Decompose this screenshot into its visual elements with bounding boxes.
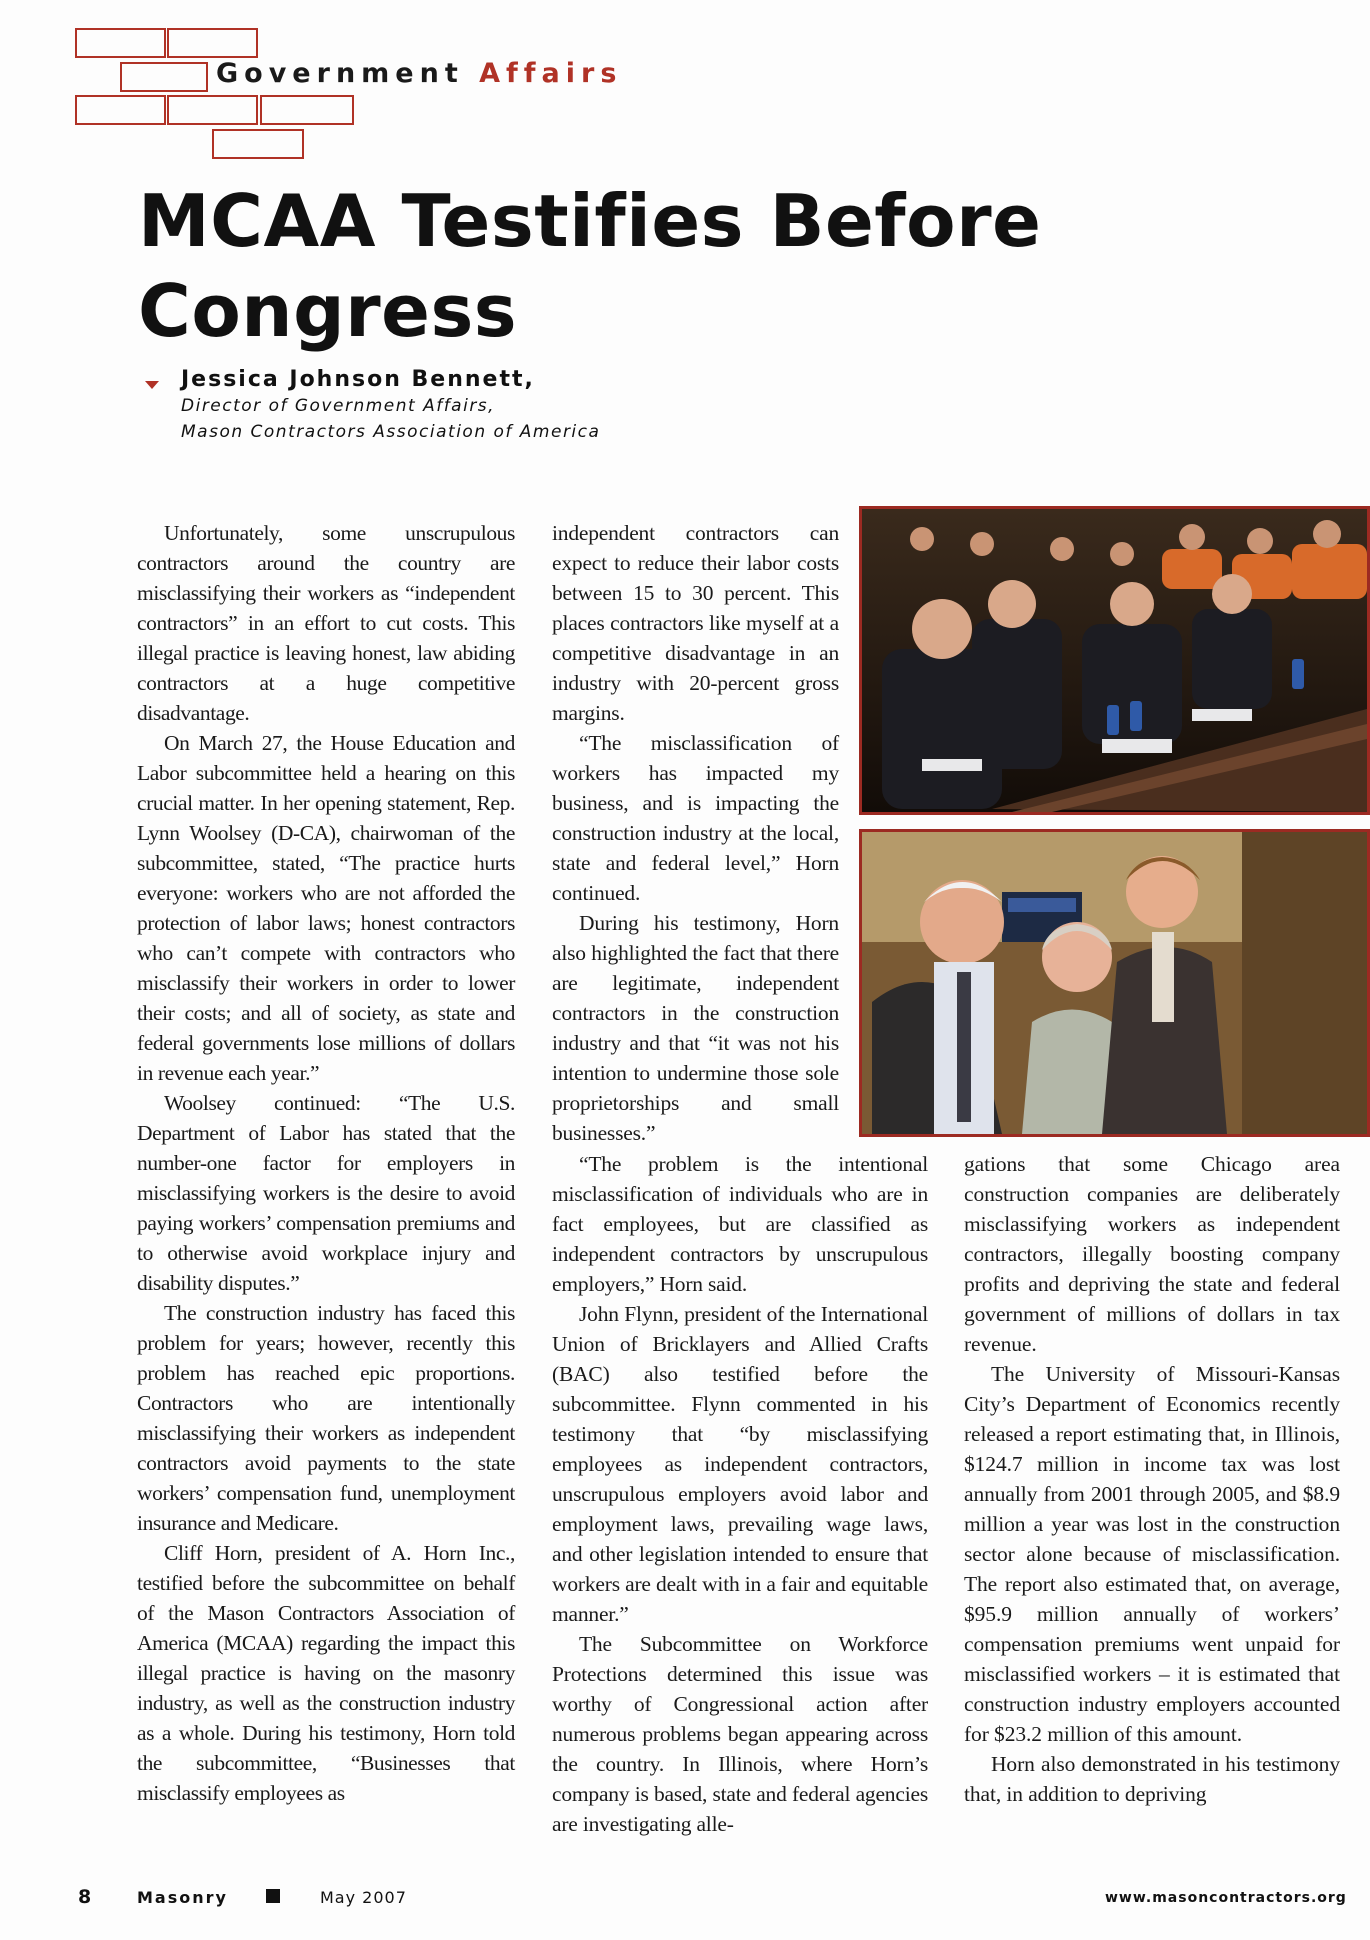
paragraph: Cliff Horn, president of A. Horn Inc., testified before the subcommittee on behalf of the Mason Contractors Association of America (MCAA) regarding the impact this illegal practice is having on the masonry industry, as well as the construction industry as a whole. During his testimony, Horn told the subcommittee, “Businesses that misclassify employees as — [137, 1541, 515, 1805]
brick — [167, 95, 258, 125]
section-label-word: Government — [216, 58, 464, 89]
issue-date: May 2007 — [320, 1888, 407, 1907]
section-label-accent: Affairs — [479, 58, 623, 89]
paragraph: Woolsey continued: “The U.S. Department of Labor has stated that the number-one factor for employers in misclassifying workers is the desire to avoid paying workers’ compensation premiums and to otherwise avoid workplace injury and disability disputes.” — [137, 1091, 515, 1295]
hearing-room-illustration — [862, 509, 1367, 812]
paragraph: On March 27, the House Education and Labor subcommittee held a hearing on this crucial matter. In her opening statement, Rep. Lynn Woolsey (D-CA), chairwoman of the subcommittee, stated, “The practice hurts everyone: workers who are not afforded the protection of labor laws; honest contractors who can’t compete with contractors who misclassify their workers in order to lower their costs; and all of society, as state and federal governments lose millions of dollars in revenue each year.” — [137, 731, 515, 1085]
byline-author: Jessica Johnson Bennett, — [181, 367, 535, 392]
paragraph: The University of Missouri-Kansas City’s Department of Economics recently released a report estimating that, in Illinois, $124.7 million in income tax was lost annually from 2001 through 2005, and $8.9 million a year was lost in the construction sector alone because of misclassification. The report also estimated that, on average, $95.9 million annually of workers’ compensation premiums went unpaid for misclassified workers – it is estimated that construction industry employers accounted for $23.2 million of this amount. — [964, 1362, 1340, 1746]
article-column-2-lower — [552, 1149, 928, 1839]
paragraph: gations that some Chicago area construction companies are deliberately misclassifying workers as independent contractors, illegally boosting company profits and depriving the state and federal government of millions of dollars in tax revenue. — [964, 1152, 1340, 1356]
witnesses-illustration — [862, 832, 1367, 1134]
paragraph: John Flynn, president of the International Union of Bricklayers and Allied Crafts (BAC) also testified before the subcommittee. Flynn commented in his testimony that “by misclassifying employees as independent contractors, unscrupulous employers avoid labor and employment laws, prevailing wage laws, and other legislation intended to ensure that workers are dealt with in a fair and equitable manner.” — [552, 1302, 928, 1626]
page-number: 8 — [78, 1886, 92, 1908]
magazine-name: Masonry — [137, 1888, 228, 1907]
brick — [212, 129, 304, 159]
brick — [120, 62, 208, 92]
paragraph: “The misclassification of workers has impacted my business, and is impacting the construction industry at the local, state and federal level,” Horn continued. — [552, 731, 839, 905]
brick — [167, 28, 258, 58]
section-label — [216, 58, 622, 89]
footer-website: www.masoncontractors.org — [1105, 1890, 1347, 1906]
byline-organization: Mason Contractors Association of America — [181, 422, 601, 442]
photo-hearing-room — [859, 506, 1370, 815]
article-column-3 — [964, 1149, 1340, 1809]
footer-separator-icon — [266, 1889, 280, 1903]
brick — [75, 95, 166, 125]
paragraph: independent contractors can expect to reduce their labor costs between 15 to 30 percent. This places contractors like myself at a competitive disadvantage in an industry with 20-percent gross margins. — [552, 521, 839, 725]
byline-arrow-icon — [145, 381, 159, 389]
brick — [75, 28, 166, 58]
paragraph: Unfortunately, some unscrupulous contractors around the country are misclassifying their workers as “independent contractors” in an effort to cut costs. This illegal practice is leaving honest, law abiding contractors at a huge competitive disadvantage. — [137, 521, 515, 725]
brick — [260, 95, 354, 125]
byline-title: Director of Government Affairs, — [181, 396, 496, 416]
paragraph: During his testimony, Horn also highlighted the fact that there are legitimate, independent contractors in the construction industry and that “it was not his intention to undermine those sole proprietorships and small businesses.” — [552, 911, 839, 1145]
headline: MCAA Testifies Before Congress — [138, 179, 1042, 353]
paragraph: Horn also demonstrated in his testimony that, in addition to depriving — [964, 1752, 1340, 1806]
article-column-2 — [552, 518, 839, 1148]
article-column-1 — [137, 518, 515, 1808]
photo-witnesses-posed — [859, 829, 1370, 1137]
paragraph: The construction industry has faced this problem for years; however, recently this problem has reached epic proportions. Contractors who are intentionally misclassifying their workers as independent contractors avoid payments to the state workers’ compensation fund, unemployment insurance and Medicare. — [137, 1301, 515, 1535]
paragraph: The Subcommittee on Workforce Protections determined this issue was worthy of Congressional action after numerous problems began appearing across the country. In Illinois, where Horn’s company is based, state and federal agencies are investigating alle- — [552, 1632, 928, 1836]
paragraph: “The problem is the intentional misclassification of individuals who are in fact employees, but are classified as independent contractors by unscrupulous employers,” Horn said. — [552, 1152, 928, 1296]
